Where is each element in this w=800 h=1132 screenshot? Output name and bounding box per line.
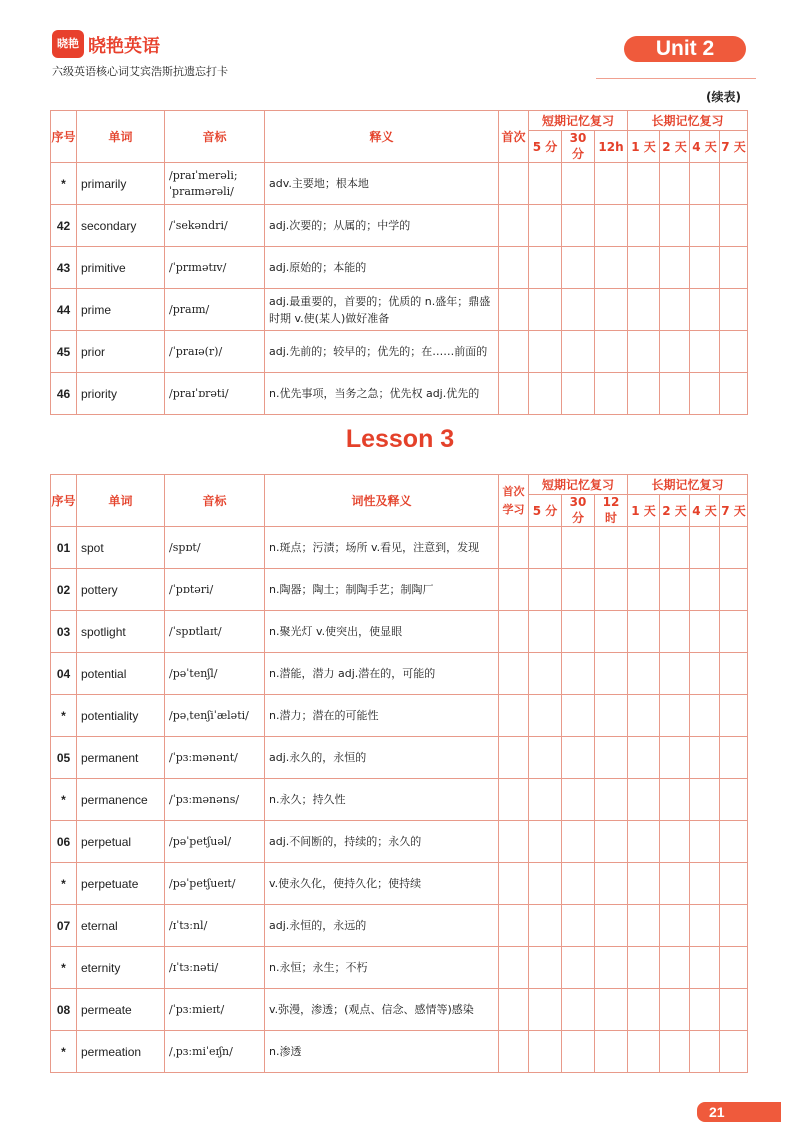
col-long-interval: 2 天 xyxy=(660,495,690,527)
word-cell: potentiality xyxy=(77,695,165,737)
checkin-cell[interactable] xyxy=(660,653,690,695)
checkin-cell[interactable] xyxy=(628,695,660,737)
col-short-term-header: 短期记忆复习 xyxy=(529,111,628,131)
checkin-cell[interactable] xyxy=(499,1031,529,1073)
table-row xyxy=(51,527,748,569)
word-number: * xyxy=(51,695,77,737)
word-number: 45 xyxy=(51,331,77,373)
table-row xyxy=(51,821,748,863)
word-number: 44 xyxy=(51,289,77,331)
checkin-cell[interactable] xyxy=(529,821,562,863)
definition-cell: adj.次要的；从属的；中学的 xyxy=(265,205,499,247)
phonetic-cell: /ɪˈtɜːnl/ xyxy=(165,905,265,947)
checkin-cell[interactable] xyxy=(628,247,660,289)
checkin-cell[interactable] xyxy=(562,289,595,331)
table-row xyxy=(51,569,748,611)
checkin-cell[interactable] xyxy=(628,653,660,695)
col-word-header: 单词 xyxy=(77,111,165,163)
word-cell: permeate xyxy=(77,989,165,1031)
checkin-cell[interactable] xyxy=(720,821,748,863)
phonetic-cell: /spɒt/ xyxy=(165,527,265,569)
checkin-cell[interactable] xyxy=(529,163,562,205)
table-row xyxy=(51,247,748,289)
col-seq-header: 序号 xyxy=(51,475,77,527)
checkin-cell[interactable] xyxy=(628,947,660,989)
col-short-interval: 5 分 xyxy=(529,495,562,527)
checkin-cell[interactable] xyxy=(720,569,748,611)
phonetic-cell: /pəˈpetʃueɪt/ xyxy=(165,863,265,905)
checkin-cell[interactable] xyxy=(690,779,720,821)
phonetic-cell: /ˈpɜːmənəns/ xyxy=(165,779,265,821)
definition-cell: n.渗透 xyxy=(265,1031,499,1073)
checkin-cell[interactable] xyxy=(499,653,529,695)
col-word-header: 单词 xyxy=(77,475,165,527)
checkin-cell[interactable] xyxy=(720,1031,748,1073)
word-number: * xyxy=(51,1031,77,1073)
tagline: 六级英语核心词艾宾浩斯抗遗忘打卡 xyxy=(52,65,228,78)
checkin-cell[interactable] xyxy=(690,289,720,331)
checkin-cell[interactable] xyxy=(660,989,690,1031)
definition-cell: adj.最重要的，首要的；优质的 n.盛年；鼎盛时期 v.使(某人)做好准备 xyxy=(265,289,499,331)
checkin-cell[interactable] xyxy=(595,569,628,611)
checkin-cell[interactable] xyxy=(595,527,628,569)
phonetic-cell: /ˈpraɪə(r)/ xyxy=(165,331,265,373)
checkin-cell[interactable] xyxy=(595,331,628,373)
checkin-cell[interactable] xyxy=(499,331,529,373)
word-number: * xyxy=(51,947,77,989)
vocab-table-1-body xyxy=(51,163,748,415)
checkin-cell[interactable] xyxy=(720,737,748,779)
checkin-cell[interactable] xyxy=(660,1031,690,1073)
definition-cell: n.聚光灯 v.使突出，使显眼 xyxy=(265,611,499,653)
checkin-cell[interactable] xyxy=(720,989,748,1031)
definition-cell: n.斑点；污渍；场所 v.看见，注意到，发现 xyxy=(265,527,499,569)
checkin-cell[interactable] xyxy=(529,569,562,611)
checkin-cell[interactable] xyxy=(690,247,720,289)
checkin-cell[interactable] xyxy=(562,611,595,653)
col-meaning-header: 释义 xyxy=(265,111,499,163)
checkin-cell[interactable] xyxy=(499,737,529,779)
checkin-cell[interactable] xyxy=(690,821,720,863)
checkin-cell[interactable] xyxy=(660,821,690,863)
checkin-cell[interactable] xyxy=(562,205,595,247)
col-short-interval: 12h xyxy=(595,131,628,163)
checkin-cell[interactable] xyxy=(499,527,529,569)
checkin-cell[interactable] xyxy=(562,247,595,289)
word-cell: primitive xyxy=(77,247,165,289)
checkin-cell[interactable] xyxy=(660,331,690,373)
checkin-cell[interactable] xyxy=(499,863,529,905)
checkin-cell[interactable] xyxy=(499,373,529,415)
checkin-cell[interactable] xyxy=(562,947,595,989)
word-cell: priority xyxy=(77,373,165,415)
col-long-interval: 7 天 xyxy=(720,495,748,527)
checkin-cell[interactable] xyxy=(720,905,748,947)
col-long-interval: 4 天 xyxy=(690,495,720,527)
brand-logo-icon: 晓艳 xyxy=(52,30,84,58)
word-number: 43 xyxy=(51,247,77,289)
col-long-term-header: 长期记忆复习 xyxy=(628,111,748,131)
word-number: 02 xyxy=(51,569,77,611)
checkin-cell[interactable] xyxy=(595,1031,628,1073)
checkin-cell[interactable] xyxy=(690,205,720,247)
phonetic-cell: /praɪm/ xyxy=(165,289,265,331)
checkin-cell[interactable] xyxy=(529,695,562,737)
checkin-cell[interactable] xyxy=(595,373,628,415)
col-first-header: 首次学习 xyxy=(499,475,529,527)
checkin-cell[interactable] xyxy=(660,611,690,653)
checkin-cell[interactable] xyxy=(690,373,720,415)
phonetic-cell: /ˈpɜːmənənt/ xyxy=(165,737,265,779)
col-short-interval: 30 分 xyxy=(562,495,595,527)
col-seq-header: 序号 xyxy=(51,111,77,163)
word-number: * xyxy=(51,863,77,905)
checkin-cell[interactable] xyxy=(595,947,628,989)
checkin-cell[interactable] xyxy=(595,289,628,331)
table-row xyxy=(51,653,748,695)
checkin-cell[interactable] xyxy=(660,779,690,821)
checkin-cell[interactable] xyxy=(628,863,660,905)
definition-cell: n.永久；持久性 xyxy=(265,779,499,821)
checkin-cell[interactable] xyxy=(628,989,660,1031)
checkin-cell[interactable] xyxy=(628,289,660,331)
checkin-cell[interactable] xyxy=(499,205,529,247)
checkin-cell[interactable] xyxy=(562,863,595,905)
table-row xyxy=(51,737,748,779)
checkin-cell[interactable] xyxy=(499,905,529,947)
checkin-cell[interactable] xyxy=(595,821,628,863)
col-first-header: 首次 xyxy=(499,111,529,163)
phonetic-cell: /pəˈpetʃuəl/ xyxy=(165,821,265,863)
checkin-cell[interactable] xyxy=(660,247,690,289)
table-row xyxy=(51,331,748,373)
word-cell: perpetual xyxy=(77,821,165,863)
checkin-cell[interactable] xyxy=(529,527,562,569)
checkin-cell[interactable] xyxy=(660,863,690,905)
checkin-cell[interactable] xyxy=(499,289,529,331)
header-divider xyxy=(596,78,756,79)
checkin-cell[interactable] xyxy=(562,1031,595,1073)
phonetic-cell: /ɪˈtɜːnəti/ xyxy=(165,947,265,989)
word-cell: spotlight xyxy=(77,611,165,653)
checkin-cell[interactable] xyxy=(562,695,595,737)
checkin-cell[interactable] xyxy=(499,569,529,611)
table-row xyxy=(51,695,748,737)
checkin-cell[interactable] xyxy=(720,163,748,205)
col-long-interval: 7 天 xyxy=(720,131,748,163)
word-cell: spot xyxy=(77,527,165,569)
brand-name: 晓艳英语 xyxy=(88,36,160,57)
checkin-cell[interactable] xyxy=(529,947,562,989)
checkin-cell[interactable] xyxy=(562,737,595,779)
col-long-interval: 1 天 xyxy=(628,495,660,527)
word-number: 06 xyxy=(51,821,77,863)
vocab-table-2 xyxy=(50,474,748,1073)
definition-cell: adj.不间断的，持续的；永久的 xyxy=(265,821,499,863)
checkin-cell[interactable] xyxy=(690,611,720,653)
checkin-cell[interactable] xyxy=(595,247,628,289)
checkin-cell[interactable] xyxy=(595,205,628,247)
word-cell: prior xyxy=(77,331,165,373)
checkin-cell[interactable] xyxy=(628,569,660,611)
checkin-cell[interactable] xyxy=(529,373,562,415)
checkin-cell[interactable] xyxy=(660,947,690,989)
checkin-cell[interactable] xyxy=(562,163,595,205)
checkin-cell[interactable] xyxy=(529,611,562,653)
checkin-cell[interactable] xyxy=(529,653,562,695)
checkin-cell[interactable] xyxy=(628,163,660,205)
word-cell: eternity xyxy=(77,947,165,989)
phonetic-cell: /praɪˈmerəli; ˈpraɪmərəli/ xyxy=(165,163,265,205)
col-phonetic-header: 音标 xyxy=(165,475,265,527)
definition-cell: v.使永久化，使持久化；使持续 xyxy=(265,863,499,905)
word-number: 05 xyxy=(51,737,77,779)
word-number: 04 xyxy=(51,653,77,695)
checkin-cell[interactable] xyxy=(720,331,748,373)
checkin-cell[interactable] xyxy=(690,737,720,779)
definition-cell: adj.永恒的，永远的 xyxy=(265,905,499,947)
checkin-cell[interactable] xyxy=(720,289,748,331)
checkin-cell[interactable] xyxy=(720,653,748,695)
phonetic-cell: /ˈprɪmətɪv/ xyxy=(165,247,265,289)
col-long-interval: 2 天 xyxy=(660,131,690,163)
checkin-cell[interactable] xyxy=(595,695,628,737)
checkin-cell[interactable] xyxy=(562,373,595,415)
checkin-cell[interactable] xyxy=(720,863,748,905)
checkin-cell[interactable] xyxy=(628,373,660,415)
checkin-cell[interactable] xyxy=(628,527,660,569)
definition-cell: n.潜力；潜在的可能性 xyxy=(265,695,499,737)
phonetic-cell: /pəˈtenʃl/ xyxy=(165,653,265,695)
phonetic-cell: /ˈpɜːmieɪt/ xyxy=(165,989,265,1031)
checkin-cell[interactable] xyxy=(499,611,529,653)
word-number: * xyxy=(51,779,77,821)
checkin-cell[interactable] xyxy=(529,247,562,289)
table-row xyxy=(51,163,748,205)
checkin-cell[interactable] xyxy=(562,821,595,863)
checkin-cell[interactable] xyxy=(720,947,748,989)
col-short-term-header: 短期记忆复习 xyxy=(529,475,628,495)
col-short-interval: 30 分 xyxy=(562,131,595,163)
checkin-cell[interactable] xyxy=(562,527,595,569)
checkin-cell[interactable] xyxy=(499,247,529,289)
checkin-cell[interactable] xyxy=(690,653,720,695)
phonetic-cell: /ˈsekəndri/ xyxy=(165,205,265,247)
checkin-cell[interactable] xyxy=(660,373,690,415)
checkin-cell[interactable] xyxy=(499,821,529,863)
definition-cell: v.弥漫，渗透；(观点、信念、感情等)感染 xyxy=(265,989,499,1031)
checkin-cell[interactable] xyxy=(595,737,628,779)
word-cell: perpetuate xyxy=(77,863,165,905)
checkin-cell[interactable] xyxy=(660,163,690,205)
table-row xyxy=(51,863,748,905)
checkin-cell[interactable] xyxy=(628,331,660,373)
definition-cell: n.潜能，潜力 adj.潜在的，可能的 xyxy=(265,653,499,695)
checkin-cell[interactable] xyxy=(499,695,529,737)
word-number: 01 xyxy=(51,527,77,569)
word-cell: primarily xyxy=(77,163,165,205)
checkin-cell[interactable] xyxy=(529,779,562,821)
table-row xyxy=(51,205,748,247)
phonetic-cell: /ˈpɒtəri/ xyxy=(165,569,265,611)
word-cell: pottery xyxy=(77,569,165,611)
page-number: 21 xyxy=(697,1102,781,1122)
checkin-cell[interactable] xyxy=(660,905,690,947)
checkin-cell[interactable] xyxy=(529,863,562,905)
word-number: 03 xyxy=(51,611,77,653)
checkin-cell[interactable] xyxy=(595,163,628,205)
word-cell: potential xyxy=(77,653,165,695)
checkin-cell[interactable] xyxy=(628,737,660,779)
checkin-cell[interactable] xyxy=(595,653,628,695)
word-number: 42 xyxy=(51,205,77,247)
definition-cell: adv.主要地；根本地 xyxy=(265,163,499,205)
checkin-cell[interactable] xyxy=(562,989,595,1031)
col-long-interval: 1 天 xyxy=(628,131,660,163)
phonetic-cell: /ˈspɒtlaɪt/ xyxy=(165,611,265,653)
word-number: 07 xyxy=(51,905,77,947)
checkin-cell[interactable] xyxy=(595,905,628,947)
checkin-cell[interactable] xyxy=(690,905,720,947)
definition-cell: n.永恒；永生；不朽 xyxy=(265,947,499,989)
checkin-cell[interactable] xyxy=(720,247,748,289)
page-header xyxy=(0,0,800,90)
checkin-cell[interactable] xyxy=(720,373,748,415)
checkin-cell[interactable] xyxy=(660,569,690,611)
word-cell: eternal xyxy=(77,905,165,947)
table-row xyxy=(51,289,748,331)
checkin-cell[interactable] xyxy=(628,205,660,247)
checkin-cell[interactable] xyxy=(660,737,690,779)
checkin-cell[interactable] xyxy=(720,611,748,653)
word-cell: permanence xyxy=(77,779,165,821)
checkin-cell[interactable] xyxy=(499,989,529,1031)
checkin-cell[interactable] xyxy=(595,989,628,1031)
checkin-cell[interactable] xyxy=(690,989,720,1031)
checkin-cell[interactable] xyxy=(499,163,529,205)
checkin-cell[interactable] xyxy=(690,527,720,569)
checkin-cell[interactable] xyxy=(499,947,529,989)
col-phonetic-header: 音标 xyxy=(165,111,265,163)
phonetic-cell: /pəˌtenʃiˈæləti/ xyxy=(165,695,265,737)
checkin-cell[interactable] xyxy=(690,163,720,205)
checkin-cell[interactable] xyxy=(660,289,690,331)
word-cell: secondary xyxy=(77,205,165,247)
checkin-cell[interactable] xyxy=(529,1031,562,1073)
unit-badge: Unit 2 xyxy=(624,36,746,62)
checkin-cell[interactable] xyxy=(660,695,690,737)
checkin-cell[interactable] xyxy=(529,989,562,1031)
checkin-cell[interactable] xyxy=(628,905,660,947)
checkin-cell[interactable] xyxy=(690,947,720,989)
checkin-cell[interactable] xyxy=(690,695,720,737)
lesson-title: Lesson 3 xyxy=(345,425,455,453)
word-cell: permanent xyxy=(77,737,165,779)
table-row xyxy=(51,989,748,1031)
checkin-cell[interactable] xyxy=(690,863,720,905)
col-short-interval: 12 时 xyxy=(595,495,628,527)
checkin-cell[interactable] xyxy=(690,569,720,611)
checkin-cell[interactable] xyxy=(720,527,748,569)
definition-cell: adj.永久的，永恒的 xyxy=(265,737,499,779)
checkin-cell[interactable] xyxy=(595,779,628,821)
table-row xyxy=(51,905,748,947)
word-number: 08 xyxy=(51,989,77,1031)
checkin-cell[interactable] xyxy=(720,695,748,737)
checkin-cell[interactable] xyxy=(660,527,690,569)
checkin-cell[interactable] xyxy=(628,1031,660,1073)
definition-cell: n.优先事项，当务之急；优先权 adj.优先的 xyxy=(265,373,499,415)
definition-cell: adj.先前的；较早的；优先的；在……前面的 xyxy=(265,331,499,373)
checkin-cell[interactable] xyxy=(720,779,748,821)
table-row xyxy=(51,779,748,821)
checkin-cell[interactable] xyxy=(529,737,562,779)
checkin-cell[interactable] xyxy=(690,331,720,373)
definition-cell: adj.原始的；本能的 xyxy=(265,247,499,289)
checkin-cell[interactable] xyxy=(529,331,562,373)
word-number: * xyxy=(51,163,77,205)
table-row xyxy=(51,947,748,989)
table-row xyxy=(51,1031,748,1073)
word-cell: permeation xyxy=(77,1031,165,1073)
checkin-cell[interactable] xyxy=(628,779,660,821)
checkin-cell[interactable] xyxy=(562,779,595,821)
definition-cell: n.陶器；陶土；制陶手艺；制陶厂 xyxy=(265,569,499,611)
checkin-cell[interactable] xyxy=(595,863,628,905)
word-number: 46 xyxy=(51,373,77,415)
checkin-cell[interactable] xyxy=(628,611,660,653)
checkin-cell[interactable] xyxy=(690,1031,720,1073)
checkin-cell[interactable] xyxy=(499,779,529,821)
checkin-cell[interactable] xyxy=(660,205,690,247)
checkin-cell[interactable] xyxy=(529,205,562,247)
word-cell: prime xyxy=(77,289,165,331)
table-row xyxy=(51,373,748,415)
checkin-cell[interactable] xyxy=(562,569,595,611)
phonetic-cell: /ˌpɜːmiˈeɪʃn/ xyxy=(165,1031,265,1073)
col-long-interval: 4 天 xyxy=(690,131,720,163)
continued-label: (续表) xyxy=(706,90,741,104)
vocab-table-2-body xyxy=(51,527,748,1073)
checkin-cell[interactable] xyxy=(562,653,595,695)
checkin-cell[interactable] xyxy=(628,821,660,863)
checkin-cell[interactable] xyxy=(595,611,628,653)
vocab-table-1 xyxy=(50,110,748,415)
checkin-cell[interactable] xyxy=(720,205,748,247)
col-long-term-header: 长期记忆复习 xyxy=(628,475,748,495)
checkin-cell[interactable] xyxy=(529,905,562,947)
checkin-cell[interactable] xyxy=(562,905,595,947)
table-row xyxy=(51,611,748,653)
checkin-cell[interactable] xyxy=(529,289,562,331)
phonetic-cell: /praɪˈɒrəti/ xyxy=(165,373,265,415)
checkin-cell[interactable] xyxy=(562,331,595,373)
col-short-interval: 5 分 xyxy=(529,131,562,163)
col-meaning-header: 词性及释义 xyxy=(265,475,499,527)
